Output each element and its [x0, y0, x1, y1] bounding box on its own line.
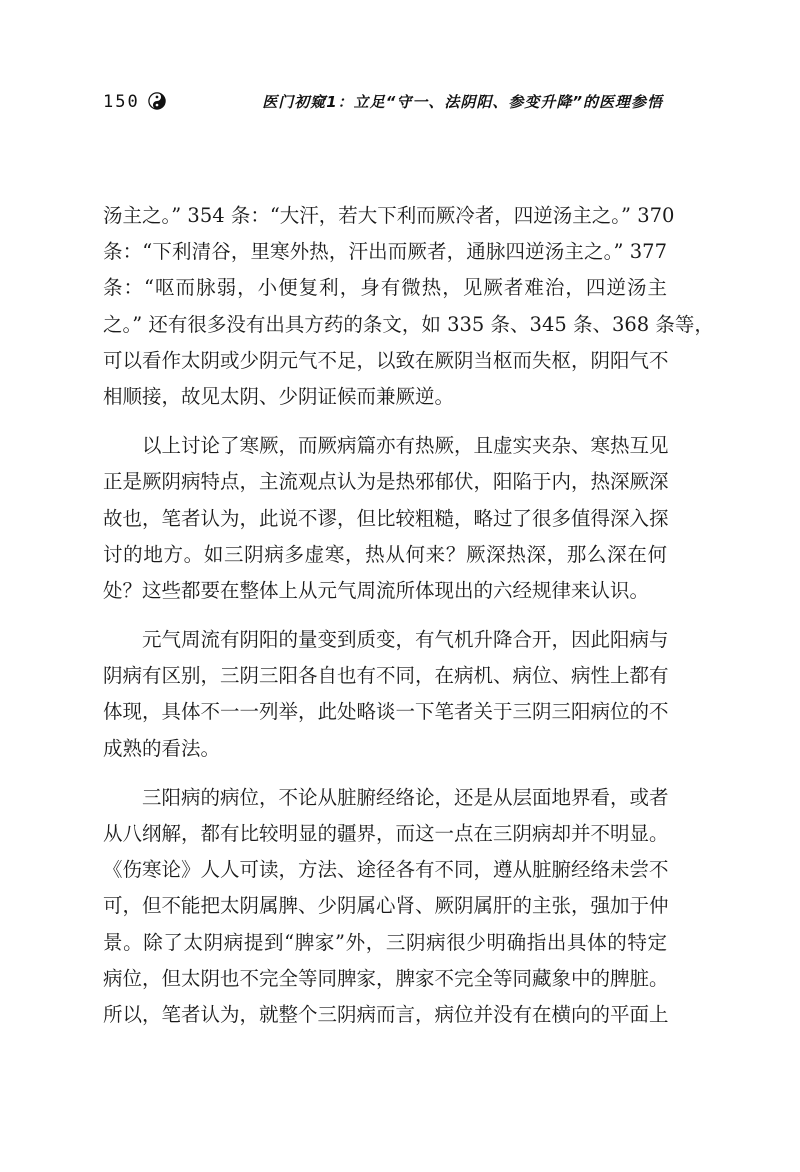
text-line: 以上讨论了寒厥，而厥病篇亦有热厥，且虚实夹杂、寒热互见 — [142, 434, 669, 458]
text-line: 之。” 还有很多没有出具方药的条文，如 335 条、345 条、368 条等， — [103, 312, 714, 336]
text-line: 病位，但太阴也不完全等同脾家，脾家不完全等同藏象中的脾脏。 — [103, 966, 669, 990]
paragraph — [103, 198, 714, 415]
paragraph — [103, 780, 667, 1033]
text-line: 三阳病的病位，不论从脏腑经络论，还是从层面地界看，或者 — [142, 785, 669, 809]
text-line: 阴病有区别，三阴三阳各自也有不同，在病机、病位、病性上都有 — [103, 664, 669, 688]
text-line: 条：“下利清谷，里寒外热，汗出而厥者，通脉四逆汤主之。” 377 — [103, 240, 667, 264]
text-line: 可，但不能把太阴属脾、少阴属心肾、厥阴属肝的主张，强加于仲 — [103, 894, 669, 918]
running-title: 医门初窥1：立足“守一、法阴阳、参变升降”的医理参悟 — [262, 93, 663, 111]
page-number: 150 — [103, 92, 140, 112]
text-line: 处？这些都要在整体上从元气周流所体现出的六经规律来认识。 — [103, 578, 650, 602]
text-line: 元气周流有阴阳的量变到质变，有气机升降合开，因此阳病与 — [142, 628, 669, 652]
text-line: 相顺接，故见太阴、少阴证候而兼厥逆。 — [103, 384, 455, 408]
text-line: 所以，笔者认为，就整个三阴病而言，病位并没有在横向的平面上 — [103, 1002, 669, 1026]
text-line: 汤主之。” 354 条：“大汗，若大下利而厥冷者，四逆汤主之。” 370 — [103, 204, 675, 227]
text-line: 故也，笔者认为，此说不谬，但比较粗糙，略过了很多值得深入探 — [103, 506, 669, 530]
yin-yang-icon — [148, 92, 166, 110]
text-line: 讨的地方。如三阴病多虚寒，热从何来？厥深热深，那么深在何 — [103, 542, 667, 566]
text-line: 条：“呕而脉弱，小便复利，身有微热，见厥者难治，四逆汤主 — [103, 276, 667, 300]
text-line: 正是厥阴病特点，主流观点认为是热邪郁伏，阳陷于内，热深厥深 — [103, 470, 669, 494]
text-line: 《伤寒论》人人可读，方法、途径各有不同，遵从脏腑经络未尝不 — [103, 858, 669, 882]
paragraph — [103, 428, 667, 609]
page-header — [103, 88, 663, 118]
text-line: 从八纲解，都有比较明显的疆界，而这一点在三阴病却并不明显。 — [103, 822, 669, 845]
paragraph — [103, 622, 667, 767]
text-line: 景。除了太阴病提到“脾家”外，三阴病很少明确指出具体的特定 — [103, 930, 667, 954]
text-line: 成熟的看法。 — [103, 736, 221, 760]
text-line: 体现，具体不一一列举，此处略谈一下笔者关于三阴三阳病位的不 — [103, 700, 669, 724]
text-line: 可以看作太阴或少阴元气不足，以致在厥阴当枢而失枢，阴阳气不 — [103, 348, 669, 372]
body-text — [103, 198, 714, 1033]
